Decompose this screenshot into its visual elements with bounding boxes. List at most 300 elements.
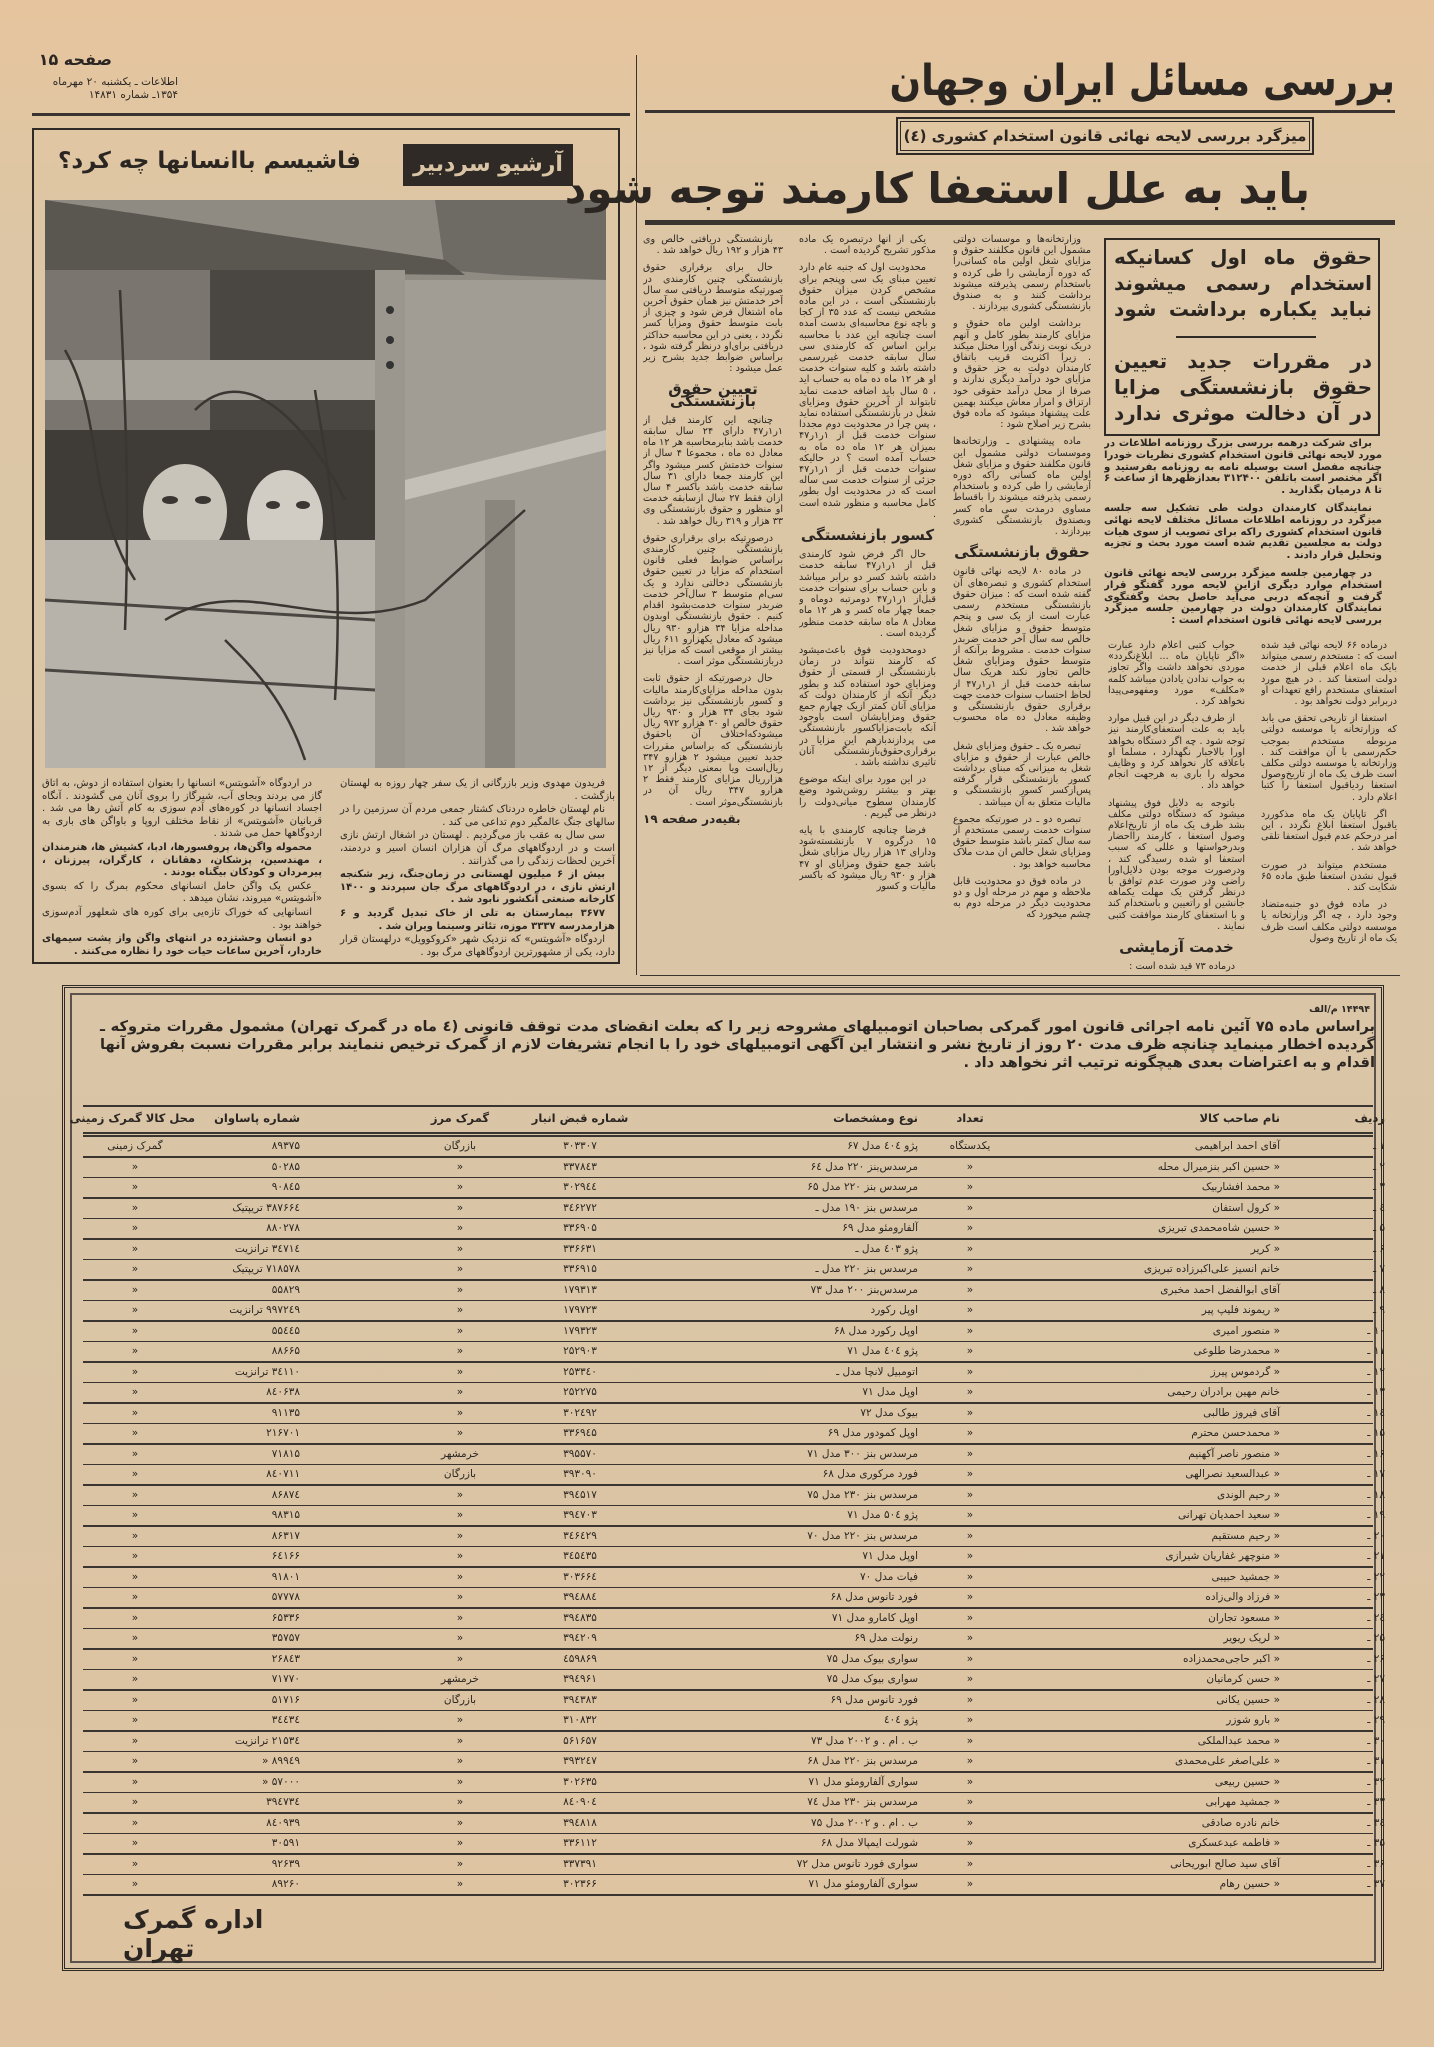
table-cell: « <box>131 1386 139 1398</box>
table-cell: ۲۶ ـ <box>1367 1652 1385 1665</box>
header-rule-left <box>32 113 630 116</box>
table-cell: یکدستگاه <box>949 1140 991 1152</box>
table-cell: ۷۱۸۵۷۸ تریپتیک <box>232 1263 300 1275</box>
table-cell: فورد تانوس مدل ۶۸ <box>830 1591 918 1603</box>
table-header-cell: تعداد <box>956 1111 984 1125</box>
table-cell: « <box>966 1611 974 1624</box>
table-cell: آقای فیروز طالبی <box>1203 1406 1280 1419</box>
table-cell: ۲۰ ـ <box>1367 1529 1385 1542</box>
table-cell: « <box>456 1365 464 1378</box>
table-cell: ۳۳۷۳۹۱ <box>563 1857 597 1870</box>
table-cell: « <box>966 1775 974 1788</box>
table-cell: « <box>966 1386 974 1398</box>
table-cell: ۶٤۱۶۶ <box>271 1550 300 1562</box>
sidebar-box <box>1104 238 1380 436</box>
article-paragraph: حال برای برقراری حقوق بازنشستگی چنین کارمندی در صورتیکه متوسط دریافتی سه سال آخر خدمتش نیز همان حقوق آخرین ماه اشتغال فرض شود و چیزی از بابت متوسط حقوق ومزایا کسر نگردد ، یعنی در این محاسبه حداکثر دریافتی برای‌او درنظر گرفته شود ، براساس ضوابط جدید بشرح زیر عمل میشود : <box>643 262 783 375</box>
table-header-cell: نام صاحب کالا <box>1199 1111 1280 1125</box>
table-cell: ۲۶۸٤۳ <box>271 1652 300 1665</box>
table-cell: فورد تانوس مدل ۶۹ <box>830 1693 918 1706</box>
table-cell: ۳۶ ـ <box>1367 1857 1385 1870</box>
table-cell: « <box>966 1796 974 1808</box>
table-cell: « جمشید حبیبی <box>1211 1570 1280 1583</box>
table-cell: ۳۲ ـ <box>1367 1775 1385 1788</box>
table-cell: « <box>131 1427 139 1439</box>
table-cell: « <box>131 1878 139 1890</box>
caption-paragraph: انسانهایی که خوراک تازه‌یی برای کوره های شعلهور آدم‌سوزی خواهند بود . <box>42 906 322 931</box>
table-cell: « <box>966 1263 974 1275</box>
table-cell: « <box>456 1570 464 1583</box>
table-cell: ۵۵٤٤۵ <box>271 1324 300 1337</box>
table-cell: « حسین رهام <box>1219 1878 1280 1890</box>
table-cell: « <box>456 1816 464 1829</box>
table-cell: « <box>456 1611 464 1624</box>
table-cell: « منوچهر غفاریان شیرازی <box>1165 1550 1280 1562</box>
table-cell: « <box>966 1242 974 1255</box>
table-cell: ۱۸ ـ <box>1367 1488 1385 1501</box>
table-cell: گمرک زمینی <box>107 1140 163 1152</box>
table-cell: « <box>131 1816 139 1829</box>
article-headline: باید به علل استعفا کارمند توجه شود <box>564 164 1310 213</box>
table-cell: « <box>456 1427 464 1439</box>
table-cell: « <box>966 1365 974 1378</box>
table-cell: ۱۶ ـ <box>1367 1447 1385 1460</box>
table-cell: ۳٤۶۲۷۲ <box>563 1201 597 1214</box>
table-cell: « <box>131 1775 139 1788</box>
table-cell: پژو ٤۰۳ مدل ـ <box>855 1242 918 1255</box>
table-cell: شورلت ایمپالا مدل ۶۸ <box>820 1837 918 1849</box>
table-cell: پژو ٤۰٤ مدل ۶۷ <box>847 1140 918 1152</box>
table-cell: ۸۹۳۷۵ <box>271 1140 300 1152</box>
table-cell: « <box>131 1611 139 1624</box>
table-cell: « <box>966 1201 974 1214</box>
table-cell: « اکبر حاجی‌محمدزاده <box>1182 1652 1280 1665</box>
table-cell: « <box>456 1509 464 1521</box>
table-cell: ۳۳۶۹٤۵ <box>563 1427 597 1439</box>
article-column <box>953 234 1091 972</box>
table-cell: ۳۹٤۷۰۳ <box>563 1509 597 1521</box>
table-cell: مرسدس بنز ۲۲۰ مدل ۶۸ <box>807 1755 918 1767</box>
table-cell: ۸٤۰۹۰٤ <box>563 1796 597 1808</box>
table-cell: « <box>456 1837 464 1849</box>
caption-paragraph: سی سال به عقب باز می‌گردیم . لهستان در اشغال ارتش نازی است و در اردوگاههای مرگ آن هزاران انسان اسیر و دردمند، آخرین لحظات زندگی را می گذرانند . <box>340 830 615 867</box>
table-cell: « <box>966 1447 974 1460</box>
table-cell: ۹۱۱۳۵ <box>271 1406 300 1419</box>
table-cell: ۳ ـ <box>1372 1181 1385 1193</box>
article-paragraph: جواب کتبی اعلام دارد عبارت «اگر تاپایان ماه ... ابلاغ‌نگردد» موردی نخواهد داشت واگر تجاوز به جواب ندادن یادادن میباشد کلمه «مکلف» مورد ومفهومی‌پیدا نخواهد کرد . <box>1108 640 1245 708</box>
sidebar-headline-2: در مقررات جدید تعیین حقوق بازنشستگی مزایا در آن دخالت موثری ندارد <box>1114 349 1372 425</box>
table-cell: پژو ٤۰٤ مدل ۷۱ <box>847 1345 918 1357</box>
table-cell: ۶ ـ <box>1372 1242 1385 1255</box>
table-cell: « <box>131 1632 139 1644</box>
table-cell: اتومبیل لانچا مدل ـ <box>836 1365 918 1378</box>
table-cell: آقای احمد ابراهیمی <box>1194 1140 1280 1152</box>
table-cell: « <box>131 1714 139 1726</box>
table-cell: ۱۷۹۷۲۳ <box>563 1304 597 1316</box>
table-cell: ۳۰۲۹٤٤ <box>563 1181 597 1193</box>
table-cell: « لریک ریویر <box>1223 1632 1280 1644</box>
table-cell: ۹۱۸۰۱ <box>271 1570 300 1583</box>
table-cell: « <box>131 1242 139 1255</box>
table-cell: ۹۹۷۲٤۹ ترانزیت <box>229 1304 300 1316</box>
table-cell: « <box>131 1591 139 1603</box>
article-subheading: تعیین حقوق بازنشستگی <box>668 380 758 410</box>
table-cell: خانم انسیز علی‌اکبرزاده تبریزی <box>1143 1263 1280 1275</box>
table-cell: مرسدس بنز ۲۳۰ مدل ۷۵ <box>807 1488 918 1501</box>
table-cell: ۳٤٤۳٤ <box>271 1714 300 1726</box>
table-cell: ۳۹٤۵۱۷ <box>563 1488 597 1501</box>
table-cell: ۳۳۷۸٤۳ <box>563 1160 597 1173</box>
table-cell: « <box>966 1693 974 1706</box>
table-cell: ۸٤۰۷۱۱ <box>266 1468 300 1480</box>
table-cell: ۸۹۲۶۰ <box>271 1878 300 1890</box>
table-cell: اوپل رکورد <box>870 1304 918 1316</box>
table-cell: ۱٤ ـ <box>1367 1406 1385 1419</box>
table-cell: ٤ ـ <box>1372 1201 1385 1214</box>
table-cell: ۳۰۳۶۶٤ <box>563 1570 597 1583</box>
table-cell: آلفارومئو مدل ۶۹ <box>842 1222 918 1234</box>
table-cell: « <box>456 1263 464 1275</box>
page-number: صفحه ۱۵ <box>38 50 112 69</box>
table-cell: « <box>131 1406 139 1419</box>
article-paragraph: محدودیت اول که جنبه عام دارد تعیین مبنای یک سی وپنجم برای مشخص کردن میزان حقوق بازنشستگی است ، در این ماده مشخص نیست که عدد ۳۵ از کجا و باچه نوع محاسبه‌ای بدست آمده است چنانچه این عدد با محاسبه براین اساس که کارمندی سی سال سابقه خدمت غیررسمی داشته باشد و کلیه سنوات خدمت او هر ۱۲ ماه ده ماه به حساب اید ، ۵ سال باید اضافه خدمت نماید تابتواند از آخرین حقوق ومزایای شغل در بازنشستگی استفاده نماید ، پس چرا در محدودیت دوم مجددا سنوات خدمت قبل از ۱ر۱ر۴۷ بمیزان هر ۱۲ ماه ده ماه به حساب آمده است ؟ در حالیکه سنوات خدمت قبل از ۱ر۱ر۴۷ جزئی از سنوات خدمت سی ساله است که در محدودیت اول بطور کامل محاسبه و منظور شده است . <box>799 262 936 520</box>
table-cell: « <box>131 1693 139 1706</box>
table-cell: ۳۳۶۹۱۵ <box>563 1263 597 1275</box>
table-cell: ۳۵ ـ <box>1367 1837 1385 1849</box>
table-cell: ۵۱۷۱۶ <box>271 1693 300 1706</box>
table-cell: « <box>131 1652 139 1665</box>
table-cell: « <box>456 1160 464 1173</box>
table-cell: اوپل رکورد مدل ۶۸ <box>833 1324 918 1337</box>
table-cell: « <box>966 1304 974 1316</box>
table-cell: سواری آلفارومئو مدل ۷۱ <box>808 1878 918 1890</box>
article-paragraph: در ماده فوق دو محدودیت قابل ملاحظه و مهم در مرحله اول و دو محدودیت دیگر در مرحله دوم به چشم میخورد که <box>953 875 1091 921</box>
table-cell: « <box>966 1488 974 1501</box>
table-cell: ۳۹۳۰۹۰ <box>563 1468 597 1480</box>
table-cell: ۳۰۲۶۳۵ <box>563 1775 597 1788</box>
table-cell: ۳۹٤۳۸۳ <box>563 1693 597 1706</box>
table-cell: « کریر <box>1250 1242 1280 1255</box>
table-cell: « <box>966 1734 974 1747</box>
table-cell: ۳۳۶۹۰۵ <box>563 1222 597 1234</box>
table-cell: « <box>456 1632 464 1644</box>
table-cell: « <box>131 1796 139 1808</box>
table-cell: ۲ ـ <box>1372 1160 1385 1173</box>
table-cell: « <box>131 1570 139 1583</box>
table-cell: بازرگان <box>443 1468 477 1480</box>
table-cell: « <box>131 1263 139 1275</box>
table-cell: ۸۸۰۲۷۸ <box>266 1222 300 1234</box>
table-cell: « <box>966 1857 974 1870</box>
table-cell: سواری بیوک مدل ۷۵ <box>826 1652 918 1665</box>
intro-paragraph: نمایندگان کارمندان دولت طی تشکیل سه جلسه میزگرد در روزنامه اطلاعات مسائل مختلف لایحه نهائی قانون استخدام کشوری راکه برای تصویب از سوی هیات دولت به مجلسین تقدیم شده است مورد بحث و تجزیه وتحلیل قرار دادند . <box>1104 502 1382 562</box>
table-cell: « <box>456 1304 464 1316</box>
table-cell: « جمشید مهرابی <box>1205 1796 1280 1808</box>
table-cell: ۳۹٤۷۳٤ <box>266 1796 300 1808</box>
table-cell: ۷۱۸۱۵ <box>271 1447 300 1460</box>
table-cell: ۹ ـ <box>1372 1304 1385 1316</box>
table-header-cell: محل کالا گمرک زمینی <box>69 1111 195 1125</box>
table-cell: ٤۵۹۸۶۹ <box>563 1652 597 1665</box>
article-paragraph: وزارتخانه‌ها و موسسات دولتی مشمول این قانون مکلفند حقوق و مزایای شغل اولین ماه کسانی‌را که دوره آزمایشی را طی کرده و باستخدام رسمی پذیرفته میشوند برداشت کنند و به صندوق بازنشستگی کشوری بپردازند . <box>953 234 1091 313</box>
table-cell: « <box>456 1734 464 1747</box>
article-kicker: میزگرد بررسی لایحه نهائی قانون استخدام کشوری (٤) <box>896 117 1314 155</box>
table-cell: « <box>456 1488 464 1501</box>
article-paragraph: بازنشستگی دریافتی خالص وی ۴۳ هزار و ۱۹۲ ریال خواهد شد . <box>643 234 783 257</box>
table-cell: « <box>456 1242 464 1255</box>
table-cell: « <box>456 1181 464 1193</box>
archive-caption-right <box>340 778 615 960</box>
table-rule <box>83 1105 1373 1107</box>
table-cell: « <box>966 1878 974 1890</box>
table-cell: ۵ ـ <box>1372 1222 1385 1234</box>
table-cell: خرمشهر <box>441 1673 479 1685</box>
table-cell: ۲۹ ـ <box>1367 1714 1385 1726</box>
table-cell: « <box>131 1160 139 1173</box>
table-cell: ۷ ـ <box>1372 1263 1385 1275</box>
notice-text: براساس ماده ۷۵ آئین نامه اجرائی قانون امور گمرکی بصاحبان اتومبیلهای مشروحه زیر را که بعلت انقضای مدت توقف قانونی (٤ ماه در گمرک تهران) مشمول مقررات متروکه ـ گردیده اخطار مینماید چنانچه ظرف مدت ۲۰ روز از تاریخ نشر و انتشار این آگهی اتومبیلهای خود را با انجام تشریفات لازم از گمرک ترخیص ننمایند برابر مقررات نسبت بفروش آنها اقدام و به اعتراضات بعدی هیچگونه ترتیب اثر نخواهد داد . <box>100 1018 1376 1071</box>
table-cell: ۹۰۸٤۵ <box>271 1181 300 1193</box>
caption-paragraph: در اردوگاه «آشویتس» انسانها را بعنوان استفاده از دوش، به اتاق گاز می بردند وبجای آب، شیرگاز را بروی آنان می گشودند . آنگاه اجساد انسانها در کوره‌های آدم سوزی به کام آتش رها می شد . قربانیان «آشویتس» از نقاط مختلف اروپا و باواگن های باری به اردوگاهها حمل می شدند . <box>42 778 322 840</box>
sidebar-divider <box>1176 336 1316 338</box>
article-paragraph: دومحدودیت فوق باعث‌میشود که کارمند نتواند در زمان بازنشستگی از قسمتی از حقوق ومزایای خود استفاده کند و بطور دیگر آنکه از کارمندان دولت که مزایای آنان کمتر ازیک چهارم جمع حقوق ومزایایشان است باوجود آنکه بابت‌مزایاکسور بازنشستگی می پردازندبازهم این مزایا در برقراری‌حقوق‌بازنشستگی آنان تاثیری نداشته باشد . <box>799 644 936 768</box>
table-cell: « <box>456 1201 464 1214</box>
article-paragraph: ماده پیشنهادی ـ وزارتخانه‌ها وموسسات دولتی مشمول این قانون مکلفند حقوق و مزایای شغل اولین ماه کسانی راکه دوره آزمایشی را طی کرده و باستخدام رسمی پذیرفته میشوند را باقساط مساوی درمدت سی ماه کسر وبصندوق بازنشستگی کشوری بپردازند . <box>953 436 1091 538</box>
table-cell: ۸٤۰۹۳۹ <box>266 1816 300 1829</box>
table-cell: خانم مهین برادران رحیمی <box>1167 1386 1280 1398</box>
table-cell: ۱۹ ـ <box>1367 1509 1385 1521</box>
dateline-date: اطلاعات ـ یکشنبه ۲۰ مهرماه <box>52 76 178 88</box>
caption-paragraph: محموله واگن‌ها، پروفسورها، ادبا، کشیش ها، هنرمندان ، مهندسین، پزشکان، دهقانان ، کارگران، پیرزنان ، پیرمردان و کودکان بیگناه بودند . <box>42 841 322 879</box>
table-cell: « <box>456 1406 464 1419</box>
table-cell: بازرگان <box>443 1693 477 1706</box>
table-cell: « کرول استفان <box>1212 1201 1280 1214</box>
table-cell: ۳۸۷۶۶٤ تریپتیک <box>232 1201 300 1214</box>
table-cell: سواری آلفارومئو مدل ۷۱ <box>808 1775 918 1788</box>
table-cell: ۵۶۱۶۵۷ <box>563 1734 597 1747</box>
table-cell: « <box>456 1529 464 1542</box>
table-cell: « <box>456 1714 464 1726</box>
caption-paragraph: دو انسان وحشتزده در انتهای واگن واز پشت سیمهای خاردار، آخرین ساعات حیات خود را نظاره می‌کنند . <box>42 933 322 957</box>
article-paragraph: در ماده فوق دو جنبه‌متضاد وجود دارد ، چه اگر وزارتخانه یا موسسه دولتی مکلف است ظرف یک ماه از تاریخ وصول <box>1261 899 1397 944</box>
table-cell: « سعید احمدیان تهرانی <box>1178 1509 1280 1521</box>
table-cell: ۳٤۱۱۰ ترانزیت <box>234 1365 300 1378</box>
table-cell: پژو ۵۰٤ مدل ۷۱ <box>847 1509 918 1521</box>
article-paragraph: چنانچه این کارمند قبل از ۱ر۱ر۴۷ دارای ۲۴ سال سابقه خدمت باشد بنابرمحاسبه هر ۱۲ ماه معادل ده ماه ، مجموعا ۴ سال از سنوات خدمتش کسر میشود واگر این کارمند جمعا دارای ۳۱ سال سابقه خدمت باشد باکسر ۴ سال ازان فقط ۲۷ سال ازسابقه خدمت او منظور و حقوق بازنشستگی وی ۳۳ هزار و ۳۱۹ ریال خواهد شد . <box>643 414 783 527</box>
table-cell: « حسین شاه‌محمدی تبریزی <box>1158 1222 1280 1234</box>
table-cell: « <box>966 1652 974 1665</box>
continued-note: بقیه‌در صفحه ۱۹ <box>643 811 741 826</box>
table-cell: مرسدس بنز ۲۳۰ مدل ۷٤ <box>807 1796 918 1808</box>
section-title: بررسی مسائل ایران وجهان <box>889 56 1395 106</box>
table-cell: ۱۷۹۳۱۳ <box>563 1283 597 1296</box>
table-cell: سواری فورد تانوس مدل ۷۲ <box>796 1857 918 1870</box>
table-rule <box>83 1132 1373 1134</box>
article-paragraph: درماده ۶۶ لایحه نهائی قید شده است که : مستخدم رسمی میتواند بایک ماه اعلام قبلی از خدمت دولت استعفا کند . در هیچ مورد استعفای مستخدم رافع تعهدات او دربرابر دولت نخواهد بود . <box>1261 640 1397 708</box>
table-cell: بیوک مدل ۷۲ <box>860 1406 918 1419</box>
table-cell: « فرزاد والی‌زاده <box>1205 1591 1280 1603</box>
table-cell: آقای سید صالح ابوریحانی <box>1170 1857 1280 1870</box>
article-column <box>799 234 936 972</box>
table-cell: « <box>456 1775 464 1788</box>
table-cell: « <box>966 1632 974 1644</box>
table-cell: « علی‌اصغر علی‌محمدی <box>1175 1755 1280 1767</box>
table-cell: « <box>966 1222 974 1234</box>
table-cell: فیات مدل ۷۰ <box>860 1570 918 1583</box>
table-cell: « <box>456 1324 464 1337</box>
archive-photo <box>45 200 606 768</box>
table-cell: خرمشهر <box>441 1447 479 1460</box>
article-paragraph: استعفا از تاریخی تحقق می یابد که وزارتخانه یا موسسه دولتی مربوطه مستخدم بموجب حکم‌رسمی با آن موافقت کند . وزارتخانه یا موسسه دولتی مکلف است ظرف یک ماه از تاریخ‌وصول استعفا ردیاقبول استعفا را کتبا اعلام دارد . <box>1261 713 1397 803</box>
table-cell: « <box>966 1837 974 1849</box>
table-cell: ۲۸ ـ <box>1367 1693 1385 1706</box>
table-cell: « <box>131 1365 139 1378</box>
table-cell: « عبدالسعید نصرالهی <box>1185 1468 1280 1480</box>
table-cell: بازرگان <box>443 1140 477 1152</box>
caption-paragraph: عکس یک واگن حامل انسانهای محکوم بمرگ را که بسوی «آشویتس» میروند، نشان میدهد . <box>42 880 322 905</box>
table-cell: ۵۵۸۲۹ <box>271 1283 300 1296</box>
table-cell: « <box>131 1181 139 1193</box>
article-column <box>1108 640 1245 972</box>
table-cell: ۲۵۳۳٤۰ <box>563 1365 597 1378</box>
article-paragraph: درماده ۷۳ قید شده است : <box>1129 961 1235 972</box>
table-cell: « <box>966 1427 974 1439</box>
article-subheading: خدمت آزمایشی <box>1119 938 1234 957</box>
table-cell: ۲۱۵۳٤ ترانزیت <box>234 1734 300 1747</box>
table-cell: ۲۵۲۲۷۵ <box>563 1386 597 1398</box>
article-column <box>643 234 783 972</box>
table-cell: « منصور امیری <box>1212 1324 1280 1337</box>
table-cell: خانم نادره صادقی <box>1201 1816 1280 1829</box>
table-cell: « <box>456 1283 464 1296</box>
table-cell: « <box>966 1816 974 1829</box>
table-cell: رنولت مدل ۶۹ <box>854 1632 918 1644</box>
table-cell: « <box>456 1755 464 1767</box>
table-cell: « محمدرضا طلوعی <box>1193 1345 1280 1357</box>
table-cell: ۳۹۳۲٤۷ <box>563 1755 597 1767</box>
table-cell: ۳۹٤۹۶۱ <box>563 1673 597 1685</box>
sidebar-headline-1: حقوق ماه اول کسانیکه استخدام رسمی میشوند نباید یکباره برداشت شود <box>1114 245 1372 321</box>
table-cell: « مسعود تجاران <box>1208 1611 1280 1624</box>
table-cell: ب . ام . و ۲۰۰۲ مدل ۷۵ <box>810 1816 918 1829</box>
notice-reference: ۱۴۴۹۴ م/الف <box>1309 1004 1370 1015</box>
table-cell: مرسدس بنز ۲۲۰ مدل ـ <box>815 1263 918 1275</box>
table-cell: ب . ام . و ۲۰۰۲ مدل ۷۳ <box>810 1734 918 1747</box>
table-cell: « <box>131 1837 139 1849</box>
table-cell: « <box>456 1386 464 1398</box>
table-cell: اوپل کمودور مدل ۶۹ <box>827 1427 918 1439</box>
table-cell: « <box>131 1734 139 1747</box>
table-cell: مرسدس بنز ۲۲۰ مدل ۷۰ <box>807 1529 918 1542</box>
table-cell: « <box>966 1160 974 1173</box>
table-cell: « گردموس پیرز <box>1210 1365 1280 1378</box>
table-cell: « <box>131 1283 139 1296</box>
table-cell: « <box>966 1570 974 1583</box>
table-cell: سواری بیوک مدل ۷۵ <box>826 1673 918 1685</box>
table-cell: ۳۰۲٤۹۲ <box>563 1406 597 1419</box>
table-cell: ۱۳ ـ <box>1367 1386 1385 1398</box>
table-cell: ۳۹٤۲۰۹ <box>563 1632 597 1644</box>
table-cell: ۸۸۶۶۵ <box>271 1345 300 1357</box>
table-cell: « <box>966 1324 974 1337</box>
table-cell: مرسدس بنز ۱۹۰ مدل ـ <box>815 1201 918 1214</box>
table-cell: « محمد افشاربیک <box>1201 1181 1280 1193</box>
article-paragraph: مستخدم میتواند در صورت قبول نشدن استعفا طبق ماده ۶۵ شکایت کند . <box>1261 859 1397 894</box>
table-cell: « حسین اکبر بنزمیرال محله <box>1157 1160 1280 1173</box>
table-cell: « فاطمه عبدعسکری <box>1188 1837 1280 1849</box>
table-cell: « <box>456 1652 464 1665</box>
table-cell: ۳۹٤۸۱۸ <box>563 1816 597 1829</box>
table-cell: فورد مرکوری مدل ۶۸ <box>822 1468 918 1480</box>
table-cell: « <box>456 1345 464 1357</box>
table-header-cell: ردیف <box>1354 1111 1385 1125</box>
article-paragraph: اگر تاپایان یک ماه مذکوررد یاقبول استعفا ابلاغ نگردد ، این امر درحکم عدم قبول استعفا تلقی خواهد شد . <box>1261 808 1397 854</box>
article-paragraph: یکی از آنها درتبصره یک ماده مذکور تشریح گردیده است . <box>799 234 936 257</box>
table-cell: مرسدس‌بنز ۲۰۰ مدل ۷۳ <box>810 1283 918 1296</box>
table-cell: « رحیم الوندی <box>1216 1488 1280 1501</box>
table-rule <box>83 1894 1373 1896</box>
table-cell: ۱۷۹۳۲۳ <box>563 1324 597 1337</box>
article-column <box>1261 640 1397 972</box>
table-cell: « حسین یکانی <box>1216 1693 1280 1706</box>
table-cell: « <box>456 1878 464 1890</box>
table-cell: « <box>131 1345 139 1357</box>
table-cell: ۱۱ ـ <box>1367 1345 1385 1357</box>
table-cell: « ریموند فلیپ پیر <box>1201 1304 1280 1316</box>
article-intro <box>1104 438 1382 633</box>
table-cell: اوپل کامارو مدل ۷۱ <box>831 1611 918 1624</box>
table-cell: « <box>966 1673 974 1685</box>
table-cell: ۱ ـ <box>1372 1140 1385 1152</box>
dateline-issue: ۱۳۵۴ـ شماره ۱۴۸۳۱ <box>88 89 178 101</box>
table-cell: آقای ابوالفضل احمد مخبری <box>1160 1283 1280 1296</box>
table-cell: « <box>131 1447 139 1460</box>
table-cell: ۹۸۳۱۵ <box>271 1509 300 1521</box>
archive-label: آرشیو سردبیر <box>403 144 573 186</box>
caption-paragraph: فریدون مهدوی وزیر بازرگانی از یک سفر چهار روزه به لهستان بازگشت . <box>340 778 615 802</box>
table-header-cell: شماره قبض انبار <box>531 1111 629 1125</box>
table-cell: ۳۱۰۸۳۲ <box>563 1714 597 1726</box>
header-rule-right <box>645 110 1395 113</box>
caption-paragraph: نام لهستان خاطره دردناک کشتار جمعی مردم آن سرزمین را در سالهای جنگ عالمگیر دوم تداعی می کند . <box>340 804 615 828</box>
table-cell: « <box>131 1529 139 1542</box>
table-header-cell: گمرک مرز <box>430 1111 490 1125</box>
table-cell: ۳۳ ـ <box>1367 1796 1385 1808</box>
article-paragraph: حال درصورتیکه از حقوق ثابت بدون مداخله مزایای‌کارمند مالیات و کسور بازنشستگی نیز برداشت شود بجای ۳۴ هزار و ۹۳۰ ریال حقوق خالص او ۳۰ هزارو ۹۷۲ ریال میشودکه‌اختلاف آن باحقوق بازنشستگی که براساس مقررات جدید تعیین میشود ۲ هزارو ۳۴۷ ریال‌است ویا بمعنی دیگر از ۱۲ هزارریال مزایای کارمند فقط ۲ هزارو ۳۴۷ ریال آن در بازنشستگی‌موثر است . <box>643 673 783 808</box>
article-paragraph: حال اگر فرض شود کارمندی قبل از ۱ر۱ر۴۷ سابقه خدمت داشته باشد کسر دو برابر میباشد و باین حساب برای سنوات خدمت قبل‌از ۱ر۱ر۴۷ دومرتبه دوماه و جمعا چهار ماه کسر و هر ۱۲ ماه معادل ۸ ماه سابقه خدمت منظور گردیده است . <box>799 549 936 639</box>
table-cell: ۳٤۷۱٤ ترانزیت <box>234 1242 300 1255</box>
intro-paragraph: در چهارمین جلسه میزگرد بررسی لایحه نهائی قانون استخدام موارد دیگری ازاین لایحه مورد گفتگو قرار گرفت و آنچه‌که دربی می‌آید حاصل بحث وگفتگوی نمایندگان کارمندان دولت در چهارمین جلسه میزگرد بررسی لایحه نهائی قانون استخدام است : <box>1104 567 1382 627</box>
table-cell: « <box>966 1406 974 1419</box>
table-cell: ۳٤۶٤۲۹ <box>563 1529 597 1542</box>
table-cell: اوپل مدل ۷۱ <box>862 1386 918 1398</box>
table-cell: ۳۰۵۹۱ <box>271 1837 300 1849</box>
caption-paragraph: بیش از ۶ میلیون لهستانی در زمان‌جنگ، زیر شکنجه ارتش نازی ، در اردوگاههای مرگ جان سپردند و ۱۴۰۰ کارخانه صنعتی آنکشور نابود شد . <box>340 869 615 906</box>
table-cell: ۳۰ ـ <box>1367 1734 1385 1747</box>
table-cell: « <box>966 1283 974 1296</box>
article-subheading: حقوق بازنشستگی <box>954 543 1090 562</box>
article-paragraph: از طرف دیگر در این قبیل موارد باید به علت استعفای‌کارمند نیز توجه شود . چه اگر دستگاه بخواهد اورا بالاجبار نگهدارد ، مسلما او باعلاقه کار نخواهد کرد و وظایف محوله را باری به هرجهت انجام خواهد داد . <box>1108 713 1245 792</box>
table-cell: « <box>131 1755 139 1767</box>
dateline <box>28 76 178 102</box>
article-paragraph: درصورتیکه برای برقراری حقوق بازنشستگی چنین کارمندی براساس ضوابط فعلی قانون استخدام که مزایا در تعیین حقوق بازنشستگی دخالتی ندارد و یک سی‌ام متوسط ۳ سال‌آخر خدمت ضربدر سنوات خدمت‌بشود اقدام کنیم . حقوق بازنشستگی اوبدون مداخله مزایا ۳۴ هزارو ۹۳۰ ریال میشود که معادل یکهزارو ۶۱۱ ریال بیشتر از موقعی است که مزایا نیز دربازنشستگی موثر است . <box>643 532 783 668</box>
table-cell: ۵۷۷۷۸ <box>271 1591 300 1603</box>
caption-paragraph: ۳۶۷۷ بیمارستان به تلی از خاک تبدیل گردید و ۶ هزارمدرسه ۳۳۳۷ موزه، تئاتر وسینما ویران شد . <box>340 907 615 932</box>
table-cell: « <box>131 1857 139 1870</box>
table-cell: « <box>966 1550 974 1562</box>
table-cell: ۲٤ ـ <box>1367 1611 1385 1624</box>
table-cell: « <box>131 1304 139 1316</box>
table-cell: ۸ ـ <box>1372 1283 1385 1296</box>
